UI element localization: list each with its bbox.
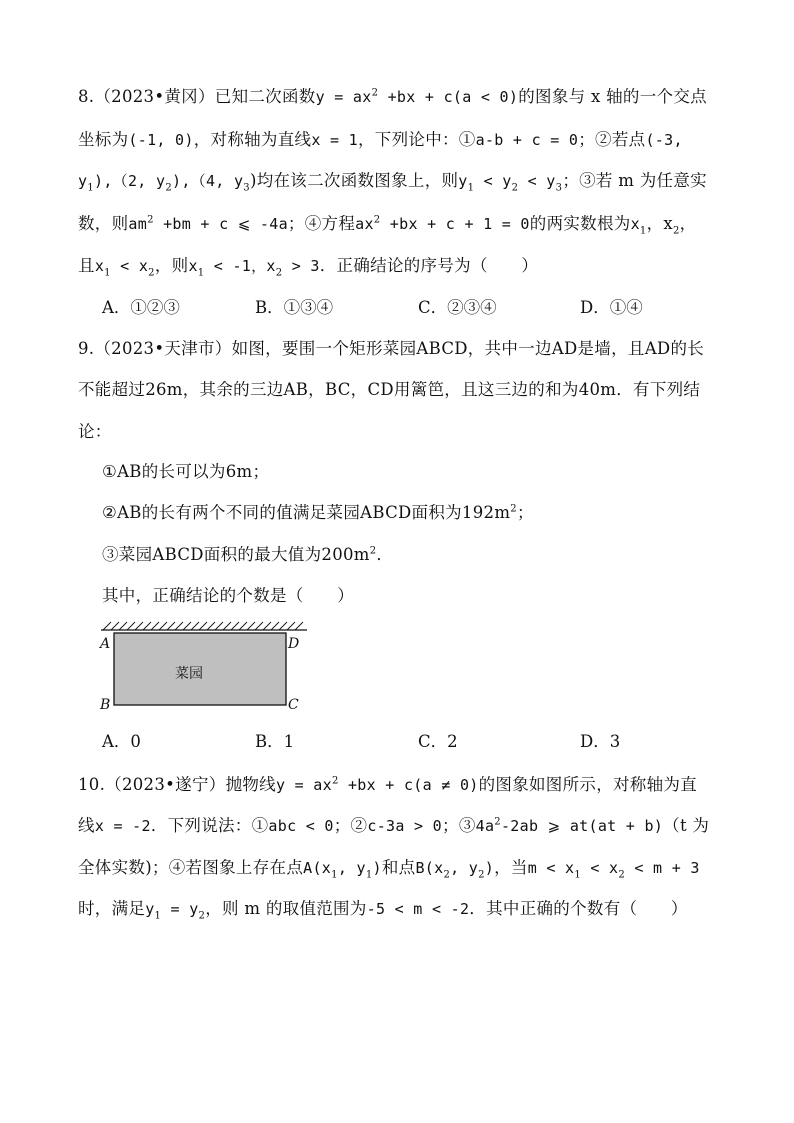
vertex-d-label: D: [288, 636, 300, 652]
garden-label: 菜园: [175, 666, 203, 682]
q9-statement-2: ②AB的长有两个不同的值满足菜园ABCD面积为$192m^2$；: [102, 503, 534, 522]
q8-option-a: A．①②③: [102, 298, 180, 317]
q9-line-1: 9.（2023•天津市）如图，要围一个矩形菜园ABCD，共中一边AD是墙，且AD的长: [78, 339, 705, 358]
q10-line-1: 10.（2023•遂宁）抛物线$y = ax^2 +bx + c(a \ne 0)$的图象如图所示，对称轴为直: [78, 775, 698, 794]
q10-line-3: 全体实数)；④若图象上存在点$A(x_1$, $y_1$)和点$B(x_2$, $y_2$)，当$m < x_1 < x_2 < m + 3$: [78, 858, 700, 881]
wall-hatching: [101, 622, 307, 630]
vertex-a-label: A: [100, 636, 111, 652]
q9-option-b: B．1: [255, 732, 295, 751]
q9-statement-3: ③菜园ABCD面积的最大值为$200m^2$．: [102, 545, 394, 564]
q9-option-d: D．3: [580, 732, 621, 751]
q9-line-2: 不能超过26m，其余的三边AB，BC，CD用篱笆，且这三边的和为40m．有下列结: [78, 380, 701, 399]
q8-line-1: 8.（2023•黄冈）已知二次函数$y = ax^2 +bx + c(a < 0)$的图象与 x 轴的一个交点: [78, 87, 707, 106]
q9-option-a: A．0: [102, 732, 141, 751]
q10-line-4: 时，满足$y_1 = y_2$，则 m 的取值范围为-5 < m < -2．其中正确的个数有（ ）: [78, 899, 688, 922]
q9-option-c: C．2: [418, 732, 458, 751]
q9-line-3: 论：: [78, 422, 112, 441]
q8-line-5: 且$x_1 < x_2$，则$x_1 < -1$，$x_2 > 3$．正确结论的序号为（ ）: [78, 256, 539, 279]
q8-option-d: D．①④: [580, 298, 643, 317]
q8-line-3: $y_1),(2$, $y_2),(4$, $y_3$)均在该二次函数图象上，则$y_1 < y_2 < y_3$；③若 m 为任意实: [78, 171, 707, 194]
q8-option-c: C．②③④: [418, 298, 497, 317]
q9-question: 其中，正确结论的个数是（ ）: [102, 586, 354, 605]
q10-line-2: 线x = -2．下列说法：①abc < 0；②c-3a > 0；$③4a^2-2ab$ ⩾ at(at + b)（t 为: [78, 816, 710, 835]
q9-statement-1: ①AB的长可以为6m；: [102, 462, 270, 481]
garden-figure: [95, 618, 315, 718]
q8-line-2: 坐标为(-1, 0)，对称轴为直线x = 1，下列论中：①a-b + c = 0；②若点(-3,: [78, 130, 683, 149]
q8-line-4: 数，则$am^2 +bm + c$ ⩽ -4a；④方程$ax^2 +bx + c + 1 = 0$的两实数根为$x_1$，$x_2$，: [78, 214, 697, 237]
q8-option-b: B．①③④: [255, 298, 334, 317]
vertex-c-label: C: [288, 697, 299, 713]
vertex-b-label: B: [100, 697, 111, 713]
